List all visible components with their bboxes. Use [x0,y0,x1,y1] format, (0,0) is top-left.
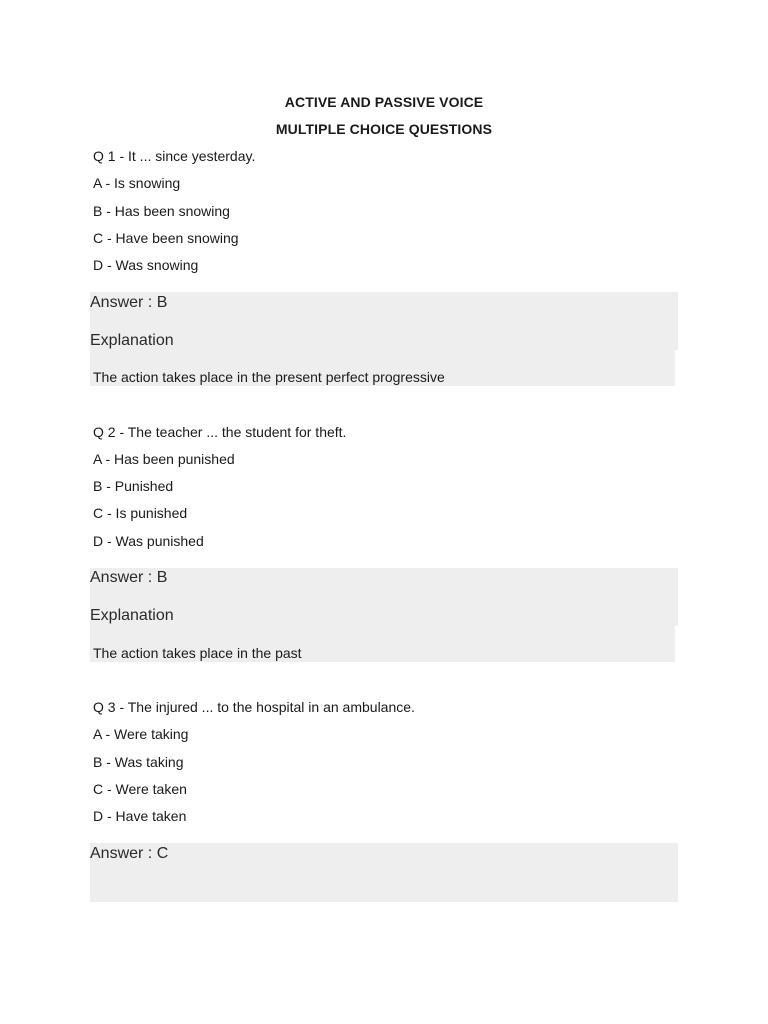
answer-box [90,843,678,902]
option-a: A - Has been punished [93,451,235,467]
question-text: Q 1 - It ... since yesterday. [93,148,256,164]
answer-label: Answer : B [90,569,168,586]
page-title: ACTIVE AND PASSIVE VOICE [284,94,484,110]
answer-box [90,292,678,350]
option-d: D - Was punished [93,533,204,549]
option-a: A - Is snowing [93,175,181,191]
option-d: D - Have taken [93,808,187,824]
option-a: A - Were taking [93,726,189,742]
option-b: B - Has been snowing [93,203,230,219]
explanation-heading: Explanation [90,607,174,624]
answer-label: Answer : C [90,845,169,862]
question-text: Q 2 - The teacher ... the student for theft. [93,424,347,440]
option-d: D - Was snowing [93,257,199,273]
option-c: C - Have been snowing [93,230,239,246]
explanation-text: The action takes place in the present perfect progressive [93,369,445,385]
answer-label: Answer : B [90,294,168,311]
option-b: B - Punished [93,478,174,494]
option-b: B - Was taking [93,754,184,770]
answer-box [90,568,678,626]
option-c: C - Were taken [93,781,187,797]
explanation-heading: Explanation [90,332,174,349]
page-subtitle: MULTIPLE CHOICE QUESTIONS [275,121,493,137]
explanation-text: The action takes place in the past [93,645,302,661]
option-c: C - Is punished [93,505,188,521]
question-text: Q 3 - The injured ... to the hospital in an ambulance. [93,699,415,715]
